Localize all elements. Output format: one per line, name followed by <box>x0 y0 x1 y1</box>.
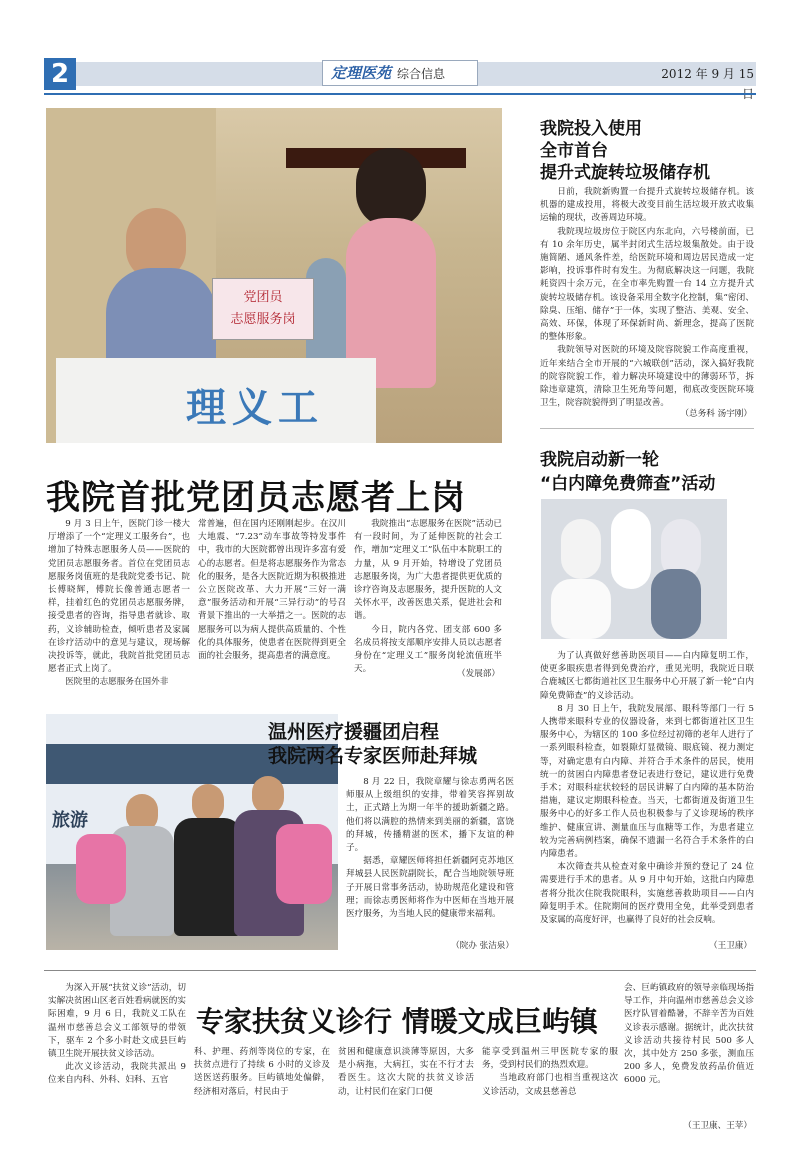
poverty-credit: （王卫康、王苹） <box>683 1121 752 1131</box>
article-paragraph: 8 月 22 日，我院章耀与徐志勇两名医师服从上级组织的安排，带着笑容挥别故土，正式踏上为期一年半的援助新疆之路。他们将以满腔的热情来到美丽的新疆，富饶的拜城，传播精湛的医术，播下友谊的种子。 <box>346 777 514 854</box>
lead-column-1 <box>48 518 190 690</box>
section-name: 综合信息 <box>397 67 446 81</box>
lead-paragraph: 常普遍，但在国内还刚刚起步。在汉川大地震、“7.23”动车事故等特发事件中，我市的大医院都曾出现许多富有爱心的志愿者。但是将志愿服务作为常态化的服务，是各大医院近期为积极推进公立医院改革、大力开展“三好一满意”服务活动和开展“三异行动”的号召背景下推出的一大举措之一。医院的志愿服务可以为病人提供高质量的、个性化的具体服务，使患者在医院得到更全面的社会服务，提高患者的满意度。 <box>198 519 346 662</box>
issue-date: 2012 年 9 月 15 <box>661 67 754 81</box>
lead-column-2 <box>198 518 346 663</box>
header-rule <box>44 93 756 95</box>
article-paragraph: 日前，我院新购置一台提升式旋转垃圾储存机。该机器的建成投用，将极大改变目前生活垃圾开放式收集运输的现状，改善周边环境。 <box>540 187 754 224</box>
garbage-machine-credit: （总务科 汤宇刚） <box>680 409 752 419</box>
article-paragraph: 据悉，章耀医师将担任新疆阿克苏地区拜城县人民医院副院长，配合当地院领导班子开展日常事务活动，协助规范化建设和管理；而徐志勇医师将作为中医师在当地开展医疗服务，为当地人民的健康带来福利。 <box>346 856 514 920</box>
poverty-column-2 <box>194 1046 330 1099</box>
lead-column-3 <box>354 518 502 676</box>
article-paragraph: 为深入开展“扶贫义诊”活动，切实解决贫困山区老百姓看病就医的实际困难，9 月 6 日，我院义工队在温州市慈善总会义工部领导的带领下，驱车 2 个多小时赴文成县巨屿镇卫生院开展扶贫义诊活动。 <box>48 983 186 1060</box>
lead-paragraph: 9 月 3 日上午，医院门诊一楼大厅增添了一个“定理义工服务台”，也增加了特殊志愿服务人员——医院的党团员志愿服务者。首位在党团员志愿服务岗值班的是我院党委书记、院长傅晓辉，傅院长像普通志愿者一样，挂着红色的党团员志愿服务牌，接受患者的咨询，指导患者就诊、取药，义诊辅助检查，倾听患者及家属在诊疗活动中的意见与建议，现场解决投诉等，就此，我院首批党团员志愿者正式上岗了。 <box>48 519 190 675</box>
article-paragraph: 我院领导对医院的环境及院容院貌工作高度重视，近年来结合全市开展的“六城联创”活动，深入搞好我院的院容院貌工作，着力解决环境建设中的薄弱环节，拆除违章建筑，清除卫生死角等问题，彻底改变医院环境卫生，院容院貌得到了明显改善。 <box>540 345 754 409</box>
page-number: 2 <box>44 58 76 90</box>
cataract-screening-photo <box>541 499 727 639</box>
bottom-divider <box>44 970 756 971</box>
xinjiang-credit: （院办 张洁泉） <box>451 941 514 951</box>
article-paragraph: 本次筛查共从检查对象中确诊并预约登记了 24 位需要进行手术的患者。从 9 月中旬开始，这批白内障患者将分批次住院我院眼科，实施慈善救助项目——白内障复明手术。住院期间的医疗费用全免，此举受到患者及家属的高度好评，也赢得了良好的社会反响。 <box>540 862 754 926</box>
bus-lettering: 旅游 <box>52 810 88 831</box>
cataract-credit: （王卫康） <box>709 941 752 951</box>
cataract-headline: 我院启动新一轮 “白内障免费筛查”活动 <box>540 450 716 494</box>
cataract-body <box>540 650 754 927</box>
poverty-column-5 <box>624 982 754 1088</box>
lead-paragraph: 医院里的志愿服务在国外非 <box>65 677 169 688</box>
poverty-column-4 <box>482 1046 618 1099</box>
divider <box>540 428 754 429</box>
volunteer-sign: 党团员 志愿服务岗 <box>212 278 314 340</box>
poverty-headline: 专家扶贫义诊行 情暖文成巨屿镇 <box>196 1005 598 1038</box>
article-paragraph: 此次义诊活动，我院共派出 9 位来自内科、外科、妇科、五官 <box>48 1062 186 1086</box>
masthead-title: 定理医苑 <box>331 64 392 82</box>
poverty-column-1 <box>48 982 186 1088</box>
article-paragraph: 当地政府部门也相当重视这次义诊活动，文成县慈善总 <box>482 1073 618 1097</box>
garbage-machine-body <box>540 186 754 410</box>
article-paragraph: 8 月 30 日上午，我院发展部、眼科等部门一行 5 人携带来眼科专业的仪器设备，来到七都街道社区卫生服务中心，为辖区的 100 多位经过初筛的老年人进行了一系列眼科检查，如裂隙灯显微镜、眼底镜、视力测定等，对确定患有白内障、并符合手术条件的居民，使用统一的贫困白内障患者登记表进行登记，建议进行免费手术；对眼科症状较轻的居民讲解了白内障的基本防治措施，建议定期眼科检查。当天，七都街道及街道卫生服务中心的好多工作人员也积极参与了义诊现场的秩序维护、健康宣讲、测量血压与血糖等工作，为患者建立较为完善病例档案，确保不遗漏一名符合手术条件的白内障患者。 <box>540 703 754 860</box>
article-paragraph: 会、巨屿镇政府的领导亲临现场指导工作，并向温州市慈善总会义诊医疗队冒着酷暑，不辞辛苦为百姓义诊表示感谢。据统计，此次扶贫义诊活动共接待村民 500 多人次，其中处方 250 多张，测血压 200 多人，免费发放药品价值近 6000 元。 <box>624 983 754 1086</box>
masthead <box>322 60 478 86</box>
lead-paragraph: 今日，院内各党、团支部 600 多名成员将按支部顺序安排人员以志愿者身份在“定理义工”服务岗轮流值班半天。 <box>354 624 502 675</box>
xinjiang-body <box>346 776 514 921</box>
article-paragraph: 科、护理、药剂等岗位的专家，在扶贫点进行了持续 6 小时的义诊及送医送药服务。巨屿镇地处偏僻，经济相对落后，村民由于 <box>194 1047 330 1097</box>
article-paragraph: 贫困和健康意识淡薄等原因，大多是小病拖，大病扛，实在不行才去看医生。这次大院的扶贫义诊活动，让村民们在家门口便 <box>338 1047 474 1097</box>
lead-paragraph: 我院推出“志愿服务在医院”活动已有一段时间，为了延伸医院的社会工作，增加“定理义工”队伍中本院职工的力量，从 9 月开始，特增设了党团员志愿服务岗，为广大患者提供更优质的诊疗咨询及志愿服务，提升医院的人文关怀水平，改善医患关系，促进社会和谐。 <box>354 519 502 622</box>
volunteer-desk-photo <box>46 108 502 443</box>
garbage-machine-headline: 我院投入使用 全市首台 提升式旋转垃圾储存机 <box>540 119 710 183</box>
article-paragraph: 为了认真做好慈善助医项目——白内障复明工作，使更多眼疾患者得到免费治疗，重见光明，我院近日联合鹿城区七都街道社区卫生服务中心开展了新一轮“白内障免费筛查”的义诊活动。 <box>540 651 754 701</box>
xinjiang-headline: 温州医疗援疆团启程 我院两名专家医师赴拜城 <box>268 721 478 767</box>
poverty-column-3 <box>338 1046 474 1099</box>
article-paragraph: 能享受到温州三甲医院专家的服务，受到村民们的热烈欢迎。 <box>482 1047 618 1071</box>
lead-credit: （发展部） <box>457 669 500 679</box>
article-paragraph: 我院现垃圾房位于院区内东北向，六号楼前面，已有 10 余年历史，属半封闭式生活垃圾集散处。由于设施简陋、通风条件差，给医院环境和周边居民造成一定影响，投诉事件时有发生。为彻底解决这一问题，我院耗资四十余万元，在全市率先购置一台 14 立方提升式旋转垃圾储存机。该设备采用全数字化控制，集“密闭、除臭、压缩、储存”于一体，实现了整洁、美观、安全、高效、环保，体现了环保新时尚、新理念，提高了医院的整体形象。 <box>540 226 754 343</box>
desk-lettering: 理义工 <box>186 385 324 431</box>
lead-headline: 我院首批党团员志愿者上岗 <box>46 478 466 518</box>
